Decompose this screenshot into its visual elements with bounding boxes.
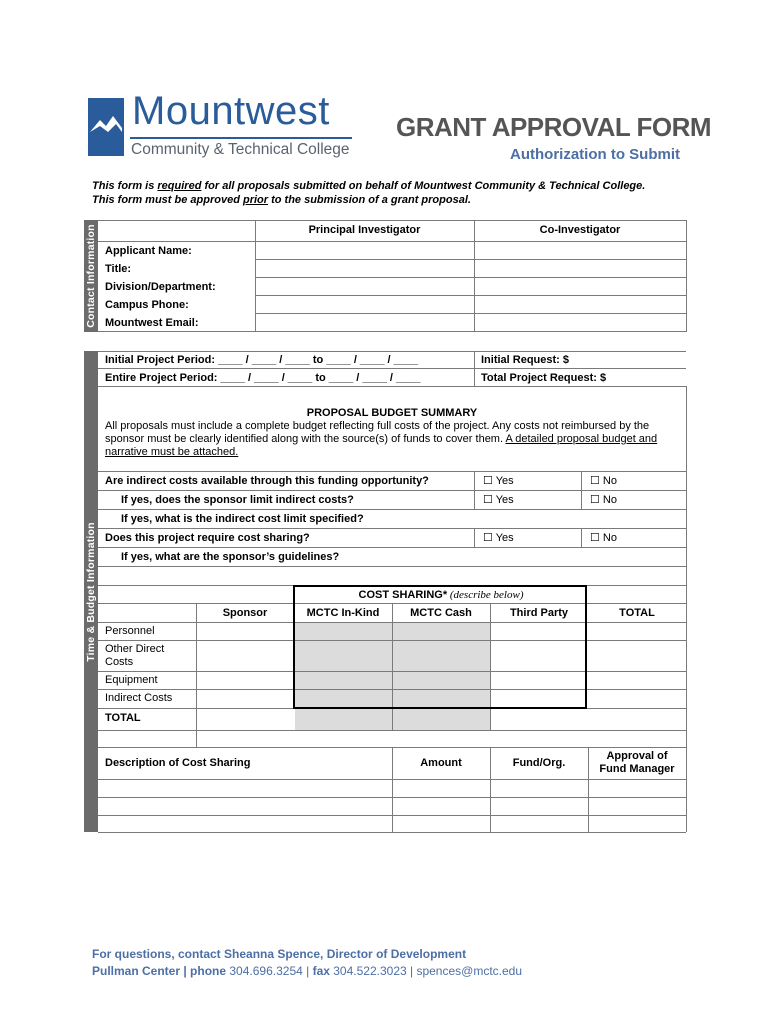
intro-text: for all proposals submitted on behalf of Mountwest Community & Technical College. — [201, 180, 646, 192]
col-principal-investigator: Principal Investigator — [308, 224, 421, 236]
col-mctc-in-kind: MCTC In-Kind — [306, 607, 380, 619]
question-sponsor-guidelines: If yes, what are the sponsor’s guidelines? — [121, 551, 340, 563]
row-total: TOTAL — [105, 712, 141, 724]
col-co-investigator: Co-Investigator — [539, 224, 621, 236]
col-fund-org: Fund/Org. — [512, 757, 566, 769]
q2-no-checkbox[interactable]: ☐ No — [590, 494, 617, 506]
intro-emphasis: prior — [242, 194, 269, 206]
q2-yes-checkbox[interactable]: ☐ Yes — [483, 494, 514, 506]
college-logo-subtitle: Community & Technical College — [131, 141, 350, 158]
cost-sharing-title-text: COST SHARING* — [358, 589, 448, 601]
budget-summary-title: PROPOSAL BUDGET SUMMARY — [306, 407, 478, 419]
mountain-icon — [88, 98, 124, 156]
row-indirect-costs: Indirect Costs — [105, 692, 173, 704]
footer-phone: 304.696.3254 | — [226, 964, 313, 978]
label-division: Division/Department: — [105, 281, 216, 293]
intro-text: This form must be approved — [92, 194, 243, 206]
budget-summary-text: All proposals must include a complete budget reflecting full costs of the project. Any costs not reimbursed by the — [105, 420, 650, 432]
label-title: Title: — [105, 263, 132, 275]
col-third-party: Third Party — [509, 607, 569, 619]
budget-summary-text: narrative must be attached. — [105, 446, 239, 458]
entire-project-period: Entire Project Period: ____ / ____ / ____ to ____ / ____ / ____ — [105, 372, 421, 384]
col-approval-fund-manager-l2: Fund Manager — [599, 763, 675, 775]
question-limit-indirect: If yes, does the sponsor limit indirect costs? — [121, 494, 354, 506]
cost-sharing-title — [295, 589, 587, 602]
label-email: Mountwest Email: — [105, 317, 199, 329]
row-other-direct-costs: Costs — [105, 656, 134, 668]
contact-sidebar — [84, 220, 98, 332]
footer-fax-label: fax — [312, 964, 330, 978]
label-applicant-name: Applicant Name: — [105, 245, 192, 257]
row-personnel: Personnel — [105, 625, 155, 637]
form-title: GRANT APPROVAL FORM — [396, 112, 712, 142]
initial-request: Initial Request: $ — [481, 354, 570, 366]
footer-phone-label: phone — [190, 964, 227, 978]
q1-yes-checkbox[interactable]: ☐ Yes — [483, 475, 514, 487]
row-other-direct: Other Direct — [105, 643, 165, 655]
col-approval-fund-manager-l1: Approval of — [606, 750, 668, 762]
pi-input-area[interactable] — [256, 242, 474, 331]
q4-no-checkbox[interactable]: ☐ No — [590, 532, 617, 544]
cost-sharing-box — [293, 585, 587, 709]
college-logo-name: Mountwest — [132, 89, 330, 133]
question-cost-sharing: Does this project require cost sharing? — [105, 532, 310, 544]
budget-summary-text — [105, 433, 657, 446]
question-cost-limit: If yes, what is the indirect cost limit specified? — [121, 513, 364, 525]
logo-divider — [130, 137, 352, 139]
form-subtitle: Authorization to Submit — [510, 146, 680, 163]
co-input-area[interactable] — [475, 242, 686, 331]
footer-fax-email[interactable]: 304.522.3023 | spences@mctc.edu — [329, 964, 523, 978]
intro-text: This form is — [92, 180, 158, 192]
col-total: TOTAL — [619, 607, 655, 619]
cost-sharing-note: (describe below) — [447, 589, 524, 601]
time-budget-sidebar-label: Time & Budget Information — [85, 521, 97, 662]
intro-emphasis: required — [157, 180, 202, 192]
budget-summary-text-part: sponsor must be clearly identified along with the source(s) of funds to cover them. — [105, 433, 506, 445]
col-sponsor: Sponsor — [222, 607, 268, 619]
q4-yes-checkbox[interactable]: ☐ Yes — [483, 532, 514, 544]
footer-location: Pullman Center | — [92, 964, 191, 978]
q1-no-checkbox[interactable]: ☐ No — [590, 475, 617, 487]
intro-text: to the submission of a grant proposal. — [268, 194, 471, 206]
col-description-cost-sharing: Description of Cost Sharing — [105, 757, 251, 769]
footer-details — [92, 964, 522, 978]
time-budget-sidebar — [84, 351, 98, 832]
initial-project-period: Initial Project Period: ____ / ____ / ____ to ____ / ____ / ____ — [105, 354, 419, 366]
footer-contact: For questions, contact Sheanna Spence, Director of Development — [92, 947, 467, 961]
col-mctc-cash: MCTC Cash — [410, 607, 472, 619]
row-equipment: Equipment — [105, 674, 158, 686]
form-instructions — [92, 179, 645, 207]
total-project-request: Total Project Request: $ — [481, 372, 607, 384]
college-logo-mark — [88, 98, 124, 156]
label-campus-phone: Campus Phone: — [105, 299, 189, 311]
contact-sidebar-label: Contact Information — [85, 224, 97, 328]
budget-summary-link-text: A detailed proposal budget and — [505, 433, 658, 445]
col-amount: Amount — [420, 757, 462, 769]
question-indirect-costs: Are indirect costs available through this funding opportunity? — [105, 475, 429, 487]
